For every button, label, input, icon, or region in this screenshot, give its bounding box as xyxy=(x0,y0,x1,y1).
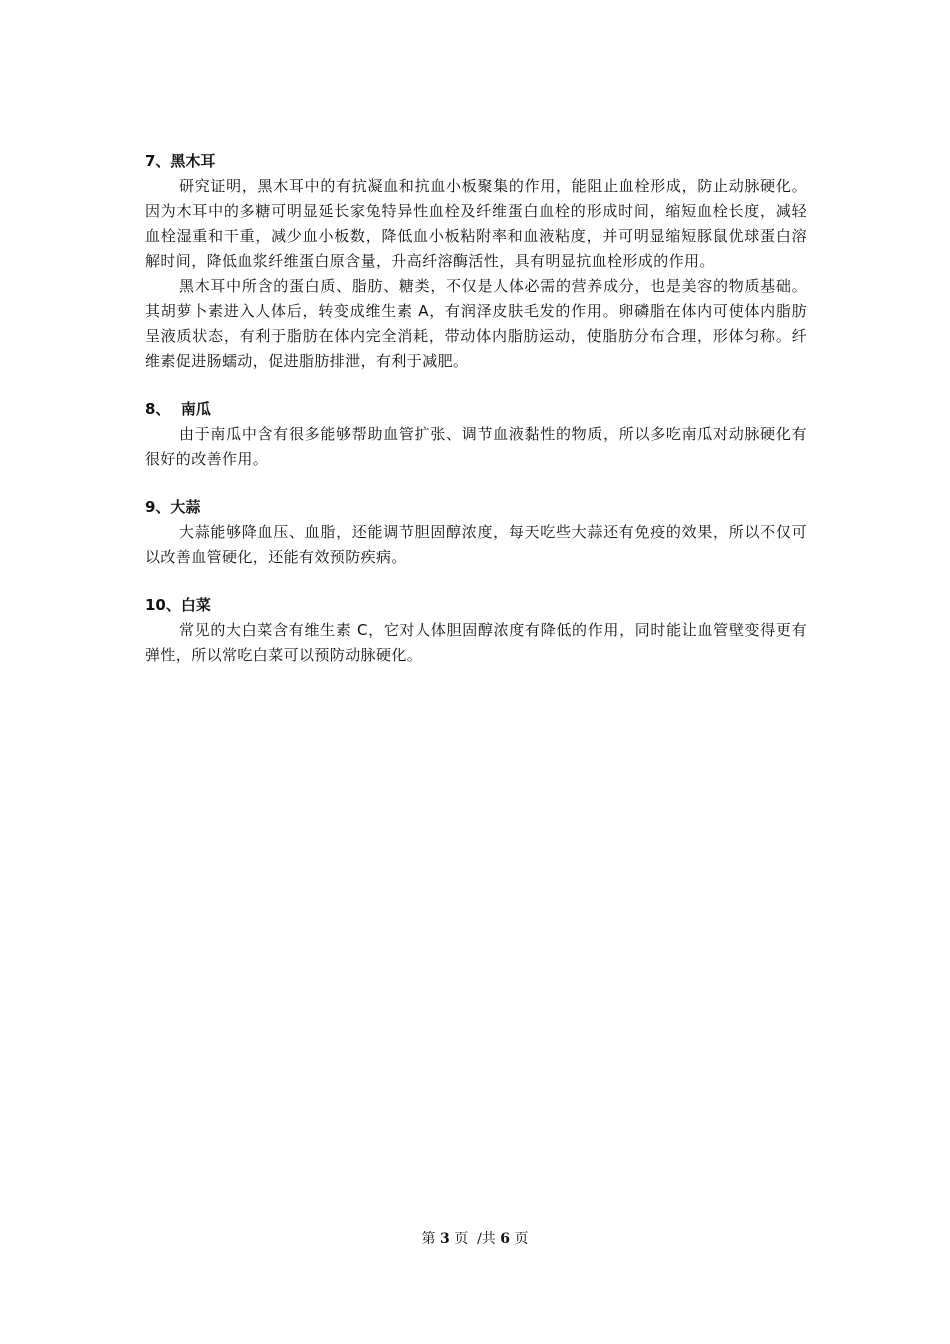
footer-middle: 页 /共 xyxy=(454,1231,496,1247)
section-8-heading: 8、 南瓜 xyxy=(145,400,211,418)
page-footer xyxy=(0,1228,950,1248)
page-content xyxy=(145,148,807,816)
footer-current-page: 3 xyxy=(439,1231,450,1247)
spacer xyxy=(145,794,807,816)
section-9-heading: 9、大蒜 xyxy=(145,498,201,516)
section-7-paragraph-1: 研究证明，黑木耳中的有抗凝血和抗血小板聚集的作用，能阻止血栓形成，防止动脉硬化。因为木耳中的多糖可明显延长家兔特异性血栓及纤维蛋白血栓的形成时间，缩短血栓长度，减轻血栓湿重和干重，减少血小板数，降低血小板粘附率和血液粘度，并可明显缩短豚鼠优球蛋白溶解时间，降低血浆纤维蛋白原含量，升高纤溶酶活性，具有明显抗血栓形成的作用。 xyxy=(145,177,807,270)
footer-total-pages: 6 xyxy=(500,1231,511,1247)
spacer xyxy=(145,772,807,794)
spacer xyxy=(145,570,807,592)
footer-suffix: 页 xyxy=(514,1231,529,1247)
spacer xyxy=(145,472,807,494)
section-10-heading: 10、白菜 xyxy=(145,596,211,614)
spacer xyxy=(145,668,807,728)
footer-prefix: 第 xyxy=(421,1231,436,1247)
section-8-paragraph: 由于南瓜中含有很多能够帮助血管扩张、调节血液黏性的物质，所以多吃南瓜对动脉硬化有很好的改善作用。 xyxy=(145,425,807,468)
section-9-paragraph: 大蒜能够降血压、血脂，还能调节胆固醇浓度，每天吃些大蒜还有免疫的效果，所以不仅可以改善血管硬化，还能有效预防疾病。 xyxy=(145,523,807,566)
spacer xyxy=(145,374,807,396)
section-10-paragraph: 常见的大白菜含有维生素 C，它对人体胆固醇浓度有降低的作用，同时能让血管壁变得更有弹性，所以常吃白菜可以预防动脉硬化。 xyxy=(145,621,807,664)
spacer xyxy=(145,728,807,750)
spacer xyxy=(145,750,807,772)
section-7-paragraph-2: 黑木耳中所含的蛋白质、脂肪、糖类，不仅是人体必需的营养成分，也是美容的物质基础。其胡萝卜素进入人体后，转变成维生素 A，有润泽皮肤毛发的作用。卵磷脂在体内可使体内脂肪呈液质状态，有利于脂肪在体内完全消耗，带动体内脂肪运动，使脂肪分布合理，形体匀称。纤维素促进肠蠕动，促进脂肪排泄，有利于减肥。 xyxy=(145,277,807,370)
section-7-heading: 7、黑木耳 xyxy=(145,152,216,170)
